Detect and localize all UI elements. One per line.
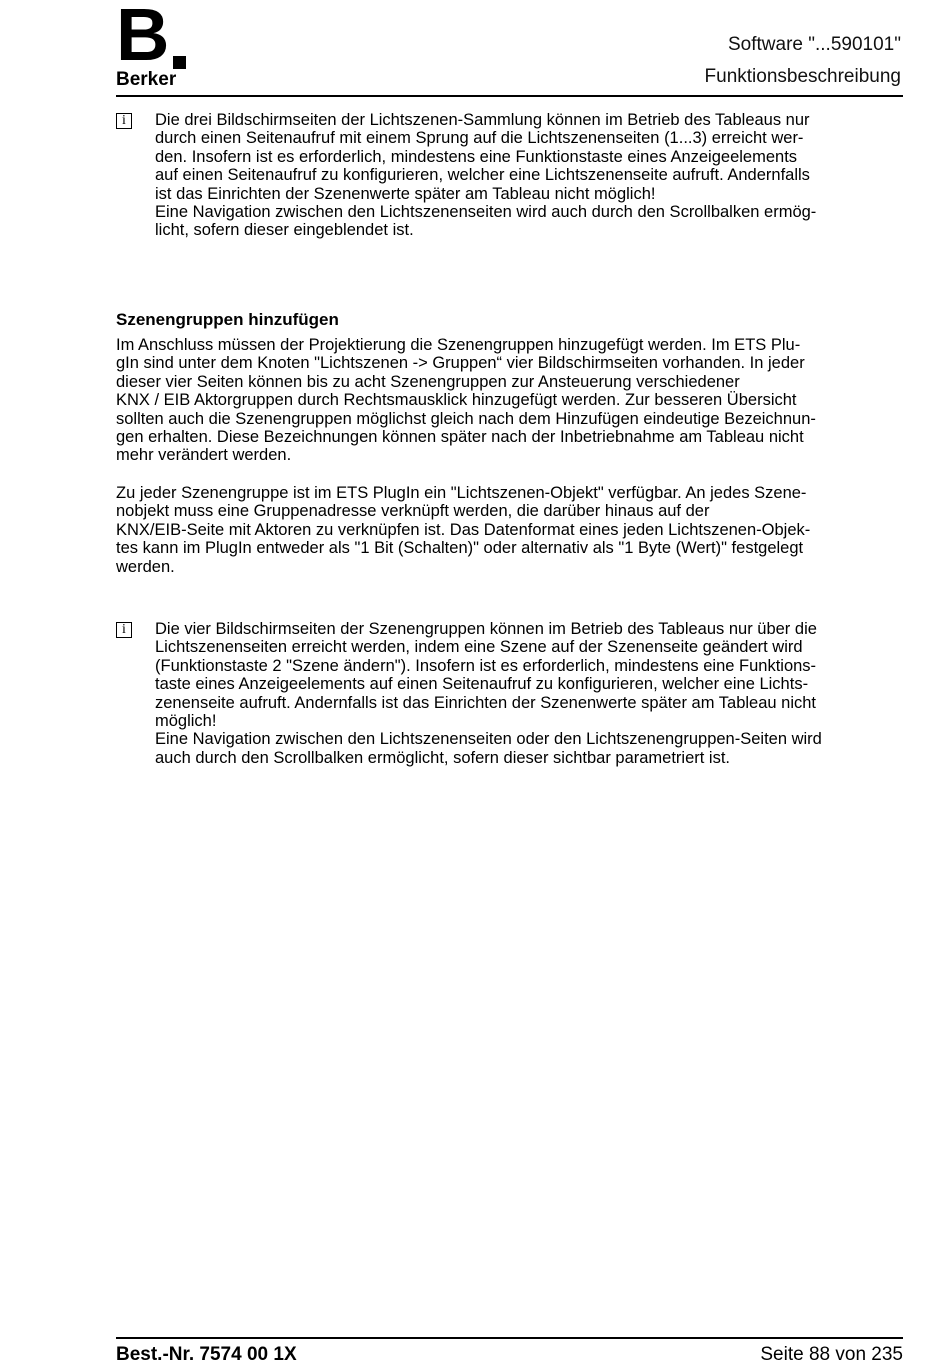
page-number: Seite 88 von 235 — [760, 1344, 903, 1365]
note-line: ist das Einrichten der Szenenwerte später am Tableau nicht möglich! — [155, 184, 656, 203]
section-title: Funktionsbeschreibung — [704, 66, 901, 87]
note-line: auf einen Seitenaufruf zu konfigurieren, welcher eine Lichtszenenseite aufruft. Andernfalls — [155, 166, 810, 185]
note-line: durch einen Seitenaufruf mit einem Sprung auf die Lichtszenenseiten (1...3) erreicht wer- — [155, 129, 804, 148]
note-line: Lichtszenenseiten erreicht werden, indem eine Szene auf der Szenenseite geändert wird — [155, 638, 803, 657]
note-line: möglich! — [155, 712, 217, 731]
paragraph-line: sollten auch die Szenengruppen möglichst gleich nach dem Hinzufügen eindeutige Bezeichnun- — [116, 409, 816, 428]
info-note-szenengruppen — [116, 620, 906, 767]
paragraph-line: dieser vier Seiten können bis zu acht Szenengruppen zur Ansteuerung verschiedener — [116, 372, 740, 391]
note-line: taste eines Anzeigeelements auf einen Seitenaufruf zu konfigurieren, welcher eine Lichts- — [155, 675, 809, 694]
note-line: den. Insofern ist es erforderlich, mindestens eine Funktionstaste eines Anzeigeelements — [155, 147, 798, 166]
logo-dot — [173, 56, 186, 69]
paragraph-line: tes kann im PlugIn entweder als "1 Bit (Schalten)" oder alternativ als "1 Byte (Wert)" festgelegt — [116, 539, 804, 558]
note-line: Die drei Bildschirmseiten der Lichtszenen-Sammlung können im Betrieb des Tableaus nur — [155, 111, 810, 129]
brand-name: Berker — [116, 69, 177, 90]
info-icon: i — [116, 622, 132, 638]
paragraph-line: mehr verändert werden. — [116, 446, 292, 465]
note-line: Die vier Bildschirmseiten der Szenengruppen können im Betrieb des Tableaus nur über die — [155, 620, 817, 638]
paragraph-lichtszenen-objekt — [116, 484, 906, 576]
note-line: Eine Navigation zwischen den Lichtszenenseiten oder den Lichtszenengruppen-Seiten wird — [155, 730, 822, 749]
logo-mark: B — [116, 0, 168, 76]
paragraph-line: gen erhalten. Diese Bezeichnungen können später nach der Inbetriebnahme am Tableau nicht — [116, 428, 804, 447]
paragraph-line: nobjekt muss eine Gruppenadresse verknüpft werden, die darüber hinaus auf der — [116, 502, 710, 521]
software-title: Software "...590101" — [728, 34, 901, 55]
note-line: auch durch den Scrollbalken ermöglicht, sofern dieser sichtbar parametriert ist. — [155, 748, 731, 767]
paragraph-line: werden. — [116, 557, 175, 576]
note-line: licht, sofern dieser eingeblendet ist. — [155, 221, 414, 240]
berker-logo — [116, 0, 188, 90]
paragraph-szenengruppen — [116, 336, 906, 465]
info-icon: i — [116, 113, 132, 129]
note-line: zenenseite aufruft. Andernfalls ist das Einrichten der Szenenwerte später am Tableau nicht — [155, 693, 816, 712]
header-rule — [116, 95, 903, 97]
paragraph-line: KNX / EIB Aktorgruppen durch Rechtsmausklick hinzugefügt werden. Zur besseren Übersicht — [116, 391, 797, 410]
section-heading: Szenengruppen hinzufügen — [116, 310, 339, 329]
paragraph-line: Im Anschluss müssen der Projektierung die Szenengruppen hinzugefügt werden. Im ETS Plu- — [116, 336, 801, 354]
note-line: Eine Navigation zwischen den Lichtszenenseiten wird auch durch den Scrollbalken ermög- — [155, 203, 817, 222]
info-note-lichtszenen — [116, 111, 906, 240]
note-line: (Funktionstaste 2 "Szene ändern"). Insofern ist es erforderlich, mindestens eine Funktions- — [155, 656, 817, 675]
paragraph-line: gIn sind unter dem Knoten "Lichtszenen -> Gruppen“ vier Bildschirmseiten vorhanden. In jeder — [116, 354, 805, 373]
note-text — [155, 111, 906, 240]
order-number: Best.-Nr. 7574 00 1X — [116, 1344, 297, 1365]
note-text — [155, 620, 906, 767]
paragraph-line: Zu jeder Szenengruppe ist im ETS PlugIn ein "Lichtszenen-Objekt" verfügbar. An jedes Szene- — [116, 484, 807, 502]
paragraph-line: KNX/EIB-Seite mit Aktoren zu verknüpfen ist. Das Datenformat eines jeden Lichtszenen-Objek- — [116, 520, 811, 539]
footer-rule — [116, 1337, 903, 1339]
